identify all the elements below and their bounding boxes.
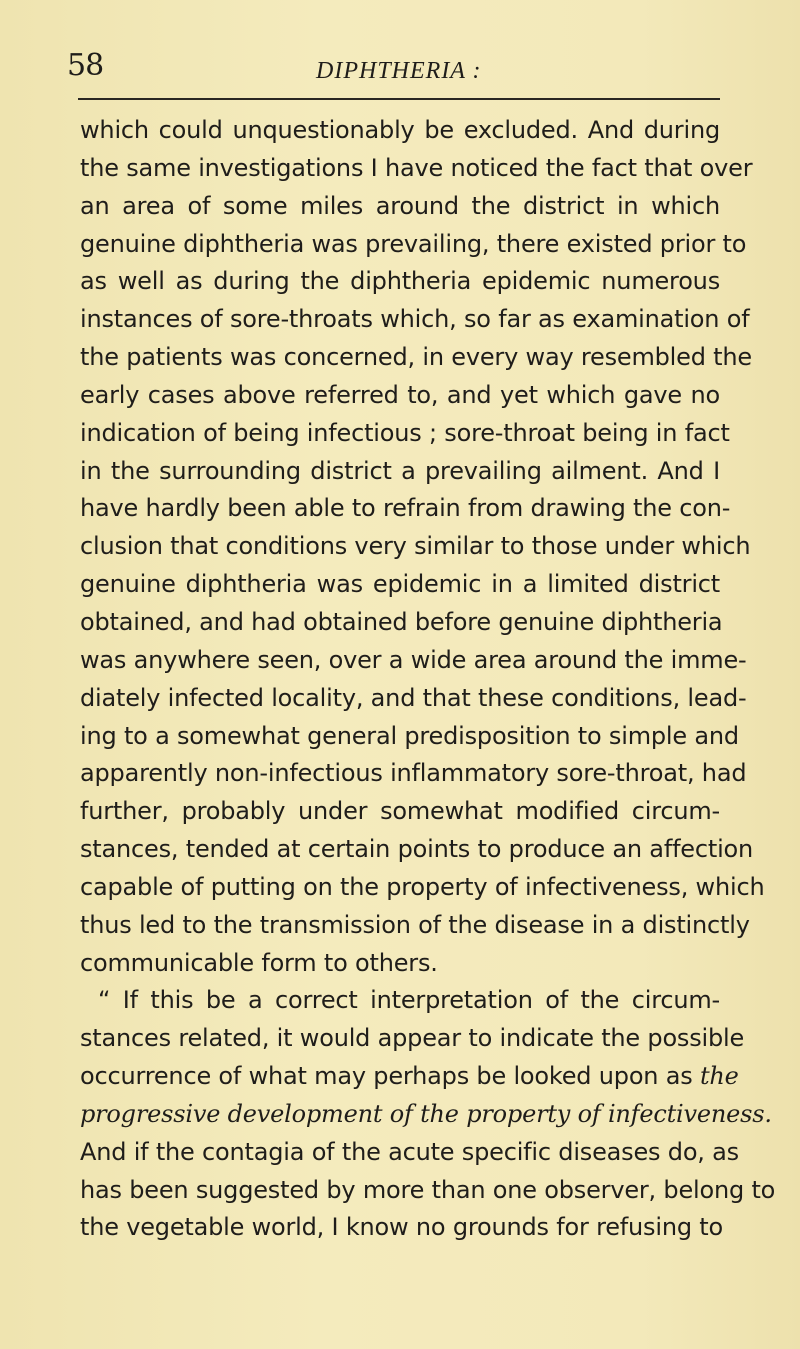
text-line: stances, tended at certain points to produce an affection [80, 835, 754, 864]
text-line: has been suggested by more than one observer, belong to [80, 1175, 776, 1204]
italic-run: the [699, 1062, 739, 1091]
paragraph-start-line: “ If this be a correct interpretation of the circum- [98, 986, 720, 1015]
text-line: the same investigations I have noticed the fact that over [80, 153, 753, 182]
text-line: have hardly been able to refrain from drawing the con- [80, 494, 731, 523]
text-line: obtained, and had obtained before genuine diphtheria [80, 607, 723, 636]
text-line: further, probably under somewhat modified circum- [80, 797, 720, 826]
text-line: diately infected locality, and that these conditions, lead- [80, 683, 747, 712]
text-line-mixed [80, 1058, 739, 1096]
text-line: as well as during the diphtheria epidemic numerous [80, 267, 720, 296]
body-text [80, 112, 776, 1247]
text-line: apparently non-infectious inflammatory sore-throat, had [80, 759, 747, 788]
text-line: capable of putting on the property of infectiveness, which [80, 872, 765, 901]
text-line: clusion that conditions very similar to those under which [80, 532, 751, 561]
text-line: And if the contagia of the acute specific diseases do, as [80, 1137, 739, 1166]
text-line: genuine diphtheria was epidemic in a limited district [80, 570, 720, 599]
header-rule [78, 98, 720, 100]
running-title: DIPHTHERIA : [316, 58, 482, 84]
text-line: instances of sore-throats which, so far as examination of [80, 305, 750, 334]
text-line: which could unquestionably be excluded. And during [80, 116, 720, 144]
page-number: 58 [67, 48, 104, 83]
text-line: the patients was concerned, in every way resembled the [80, 343, 752, 372]
text-line: indication of being infectious ; sore-throat being in fact [80, 418, 730, 447]
italic-line: progressive development of the property of infectiveness. [80, 1099, 772, 1128]
text-line: stances related, it would appear to indicate the possible [80, 1024, 745, 1053]
text-line: thus led to the transmission of the disease in a distinctly [80, 910, 750, 939]
text-line: genuine diphtheria was prevailing, there existed prior to [80, 229, 747, 258]
paragraph-end-line: communicable form to others. [80, 948, 438, 977]
text-line: was anywhere seen, over a wide area around the imme- [80, 645, 747, 674]
text-line: early cases above referred to, and yet which gave no [80, 380, 720, 409]
text-line: in the surrounding district a prevailing ailment. And I [80, 456, 720, 485]
plain-run: occurrence of what may perhaps be looked upon as [80, 1062, 700, 1091]
text-line: ing to a somewhat general predisposition to simple and [80, 721, 739, 750]
text-line: an area of some miles around the district in which [80, 191, 720, 220]
text-line: the vegetable world, I know no grounds for refusing to [80, 1213, 724, 1242]
